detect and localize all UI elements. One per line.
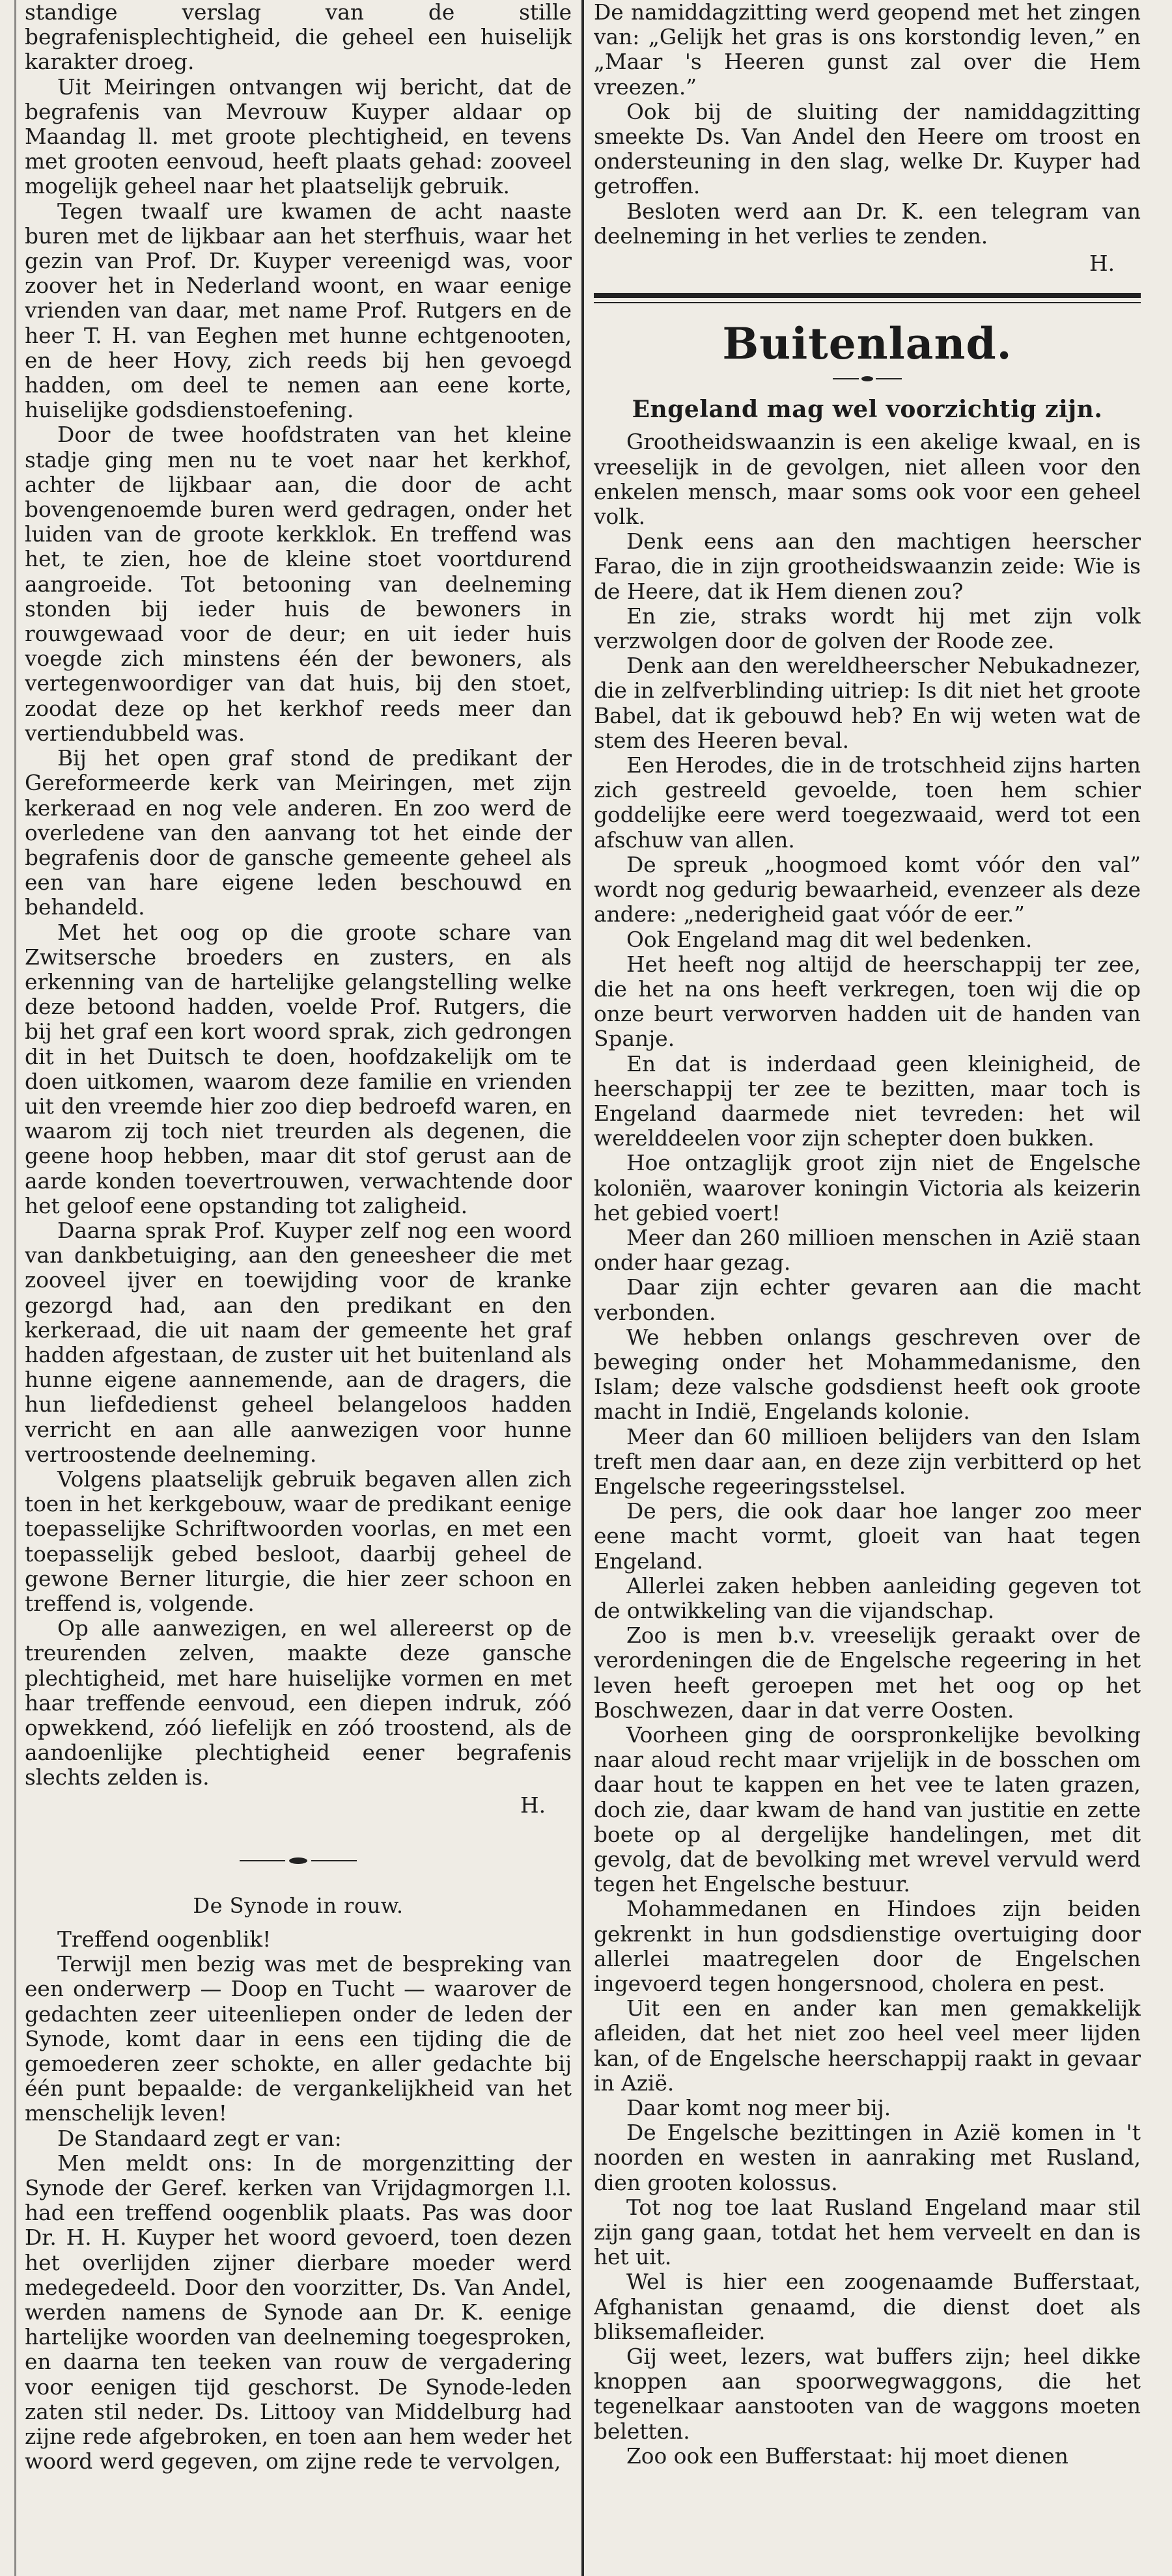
paragraph: De pers, die ook daar hoe langer zoo meer eene macht vormt, gloeit van haat tegen Engeland. <box>594 1499 1141 1574</box>
paragraph: Mohammedanen en Hindoes zijn beiden gekrenkt in hun godsdienstige overtuiging door allerlei maatregelen door de Engelschen ingevoerd tegen hongersnood, cholera en pest. <box>594 1897 1141 1997</box>
section-ornament <box>25 1854 572 1867</box>
signature: H. <box>520 1792 546 1818</box>
paragraph: Uit een en ander kan men gemakkelijk afleiden, dat het niet zoo heel veel meer lijden kan, of de Engelsche heerschappij raakt in gevaar in Azië. <box>594 1996 1141 2096</box>
left-edge-rule <box>14 0 16 2576</box>
article-synode-continued <box>594 0 1141 276</box>
paragraph: Wel is hier een zoogenaamde Bufferstaat, Afghanistan genaamd, die dienst doet als bliksemafleider. <box>594 2269 1141 2344</box>
paragraph: De spreuk „hoogmoed komt vóór den val” wordt nog gedurig bewaarheid, evenzeer als deze andere: „nederigheid gaat vóór de eer.” <box>594 852 1141 927</box>
paragraph: Grootheidswaanzin is een akelige kwaal, en is vreeselijk in de gevolgen, niet alleen voor den enkelen mensch, maar soms ook voor een geheel volk. <box>594 430 1141 530</box>
paragraph: Daarna sprak Prof. Kuyper zelf nog een woord van dankbetuiging, aan den geneesheer die met zooveel ijver en toewijding voor de kranke gezorgd had, aan den predikant en den kerkeraad, die uit naam der gemeente het graf hadden afgestaan, de zuster uit het buitenland als hunne eigene aannemende, aan de dragers, die hun liefdedienst geheel belangeloos hadden verricht en aan alle aanwezigen voor hunne vertroostende deelneming. <box>25 1218 572 1467</box>
paragraph: Met het oog op die groote schare van Zwitsersche broeders en zusters, en als erkenning van de hartelijke gelangstelling welke deze betoond hadden, voelde Prof. Rutgers, die bij het graf een kort woord sprak, zich gedrongen dit in het Duitsch te doen, hoofdzakelijk om te doen uitkomen, waarom deze familie en vrienden uit den vreemde hier zoo diep bedroefd waren, en waarom zij toch niet treurden als degenen, die geene hoop hebben, maar dit stof gerust aan de aarde konden toevertrouwen, verwachtende door het geloof eene opstanding tot zaligheid. <box>25 920 572 1218</box>
paragraph: Zoo is men b.v. vreeselijk geraakt over de verordeningen die de Engelsche regeering in het leven heeft geroepen met het oog op het Boschwezen, daar in dat verre Oosten. <box>594 1623 1141 1723</box>
right-column <box>594 0 1141 2576</box>
paragraph: Volgens plaatselijk gebruik begaven allen zich toen in het kerkgebouw, waar de predikant eenige toepasselijke Schriftwoorden voorlas, en met een toepasselijk gebed besloot, daarbij geheel de gewone Berner liturgie, die hier zeer schoon en treffend is, volgende. <box>25 1466 572 1616</box>
paragraph: Op alle aanwezigen, en wel allereerst op de treurenden zelven, maakte deze gansche plechtigheid, met hare huiselijke vormen en met haar treffende eenvoud, een diepen indruk, zóó opwekkend, zóó liefelijk en zóó troostend, als de aandoenlijke plechtigheid eener begrafenis slechts zelden is. <box>25 1616 572 1790</box>
article-engeland <box>594 397 1141 2469</box>
paragraph: Gij weet, lezers, wat buffers zijn; heel dikke knoppen aan spoorwegwaggons, die het tegenelkaar aanstooten van de waggons moeten beletten. <box>594 2344 1141 2444</box>
paragraph: De namiddagzitting werd geopend met het zingen van: „Gelijk het gras is ons korstondig leven,” en „Maar 's Heeren gunst zal over die Hem vreezen.” <box>594 0 1141 100</box>
article-funeral <box>25 0 572 1818</box>
paragraph: Allerlei zaken hebben aanleiding gegeven tot de ontwikkeling van die vijandschap. <box>594 1573 1141 1623</box>
column-divider <box>581 0 584 2576</box>
section-heading: Buitenland. <box>722 318 1012 370</box>
paragraph: Denk eens aan den machtigen heerscher Farao, die in zijn grootheidswaanzin zeide: Wie is de Heere, dat ik Hem dienen zou? <box>594 529 1141 604</box>
heading-ornament <box>594 376 1141 381</box>
paragraph: We hebben onlangs geschreven over de beweging onder het Mohammedanisme, den Islam; deze valsche godsdienst heeft ook groote macht in Indië, Engelands kolonie. <box>594 1324 1141 1425</box>
paragraph: En dat is inderdaad geen kleinigheid, de heerschappij ter zee te bezitten, maar toch is Engeland daarmede niet tevreden: het wil werelddeelen voor zijn schepter doen bukken. <box>594 1051 1141 1151</box>
paragraph: De Engelsche bezittingen in Azië komen in 't noorden en westen in aanraking met Rusland, dien grooten kolossus. <box>594 2120 1141 2195</box>
paragraph: Tot nog toe laat Rusland Engeland maar stil zijn gang gaan, totdat het hem verveelt en dan is het uit. <box>594 2195 1141 2270</box>
paragraph: Een Herodes, die in de trotschheid zijns harten zich gestreeld gevoelde, toen hem schier goddelijke eere werd toegezwaaid, werd tot een afschuw van allen. <box>594 753 1141 853</box>
paragraph: Hoe ontzaglijk groot zijn niet de Engelsche koloniën, waarover koningin Victoria als keizerin het gebied voert! <box>594 1151 1141 1226</box>
paragraph: Tegen twaalf ure kwamen de acht naaste buren met de lijkbaar aan het sterfhuis, waar het gezin van Prof. Dr. Kuyper vereenigd was, voor zoover het in Nederland woont, en waar eenige vrienden van daar, met name Prof. Rutgers en de heer T. H. van Eeghen met hunne echtgenooten, en de heer Hovy, zich reeds bij hen gevoegd hadden, om deel te nemen aan eene korte, huiselijke godsdienstoefening. <box>25 199 572 423</box>
paragraph: Ook bij de sluiting der namiddagzitting smeekte Ds. Van Andel den Heere om troost en ondersteuning in den slag, welke Dr. Kuyper had getroffen. <box>594 99 1141 199</box>
paragraph: Daar komt nog meer bij. <box>626 2096 891 2121</box>
paragraph: Bij het open graf stond de predikant der Gereformeerde kerk van Meiringen, met zijn kerkeraad en nog vele anderen. En zoo werd de overledene van den aanvang tot het einde der begrafenis door de gansche gemeente geheel als een van hare eigene leden beschouwd en behandeld. <box>25 746 572 920</box>
article-synode <box>25 1893 572 2474</box>
paragraph: Ook Engeland mag dit wel bedenken. <box>626 927 1033 952</box>
paragraph: Besloten werd aan Dr. K. een telegram van deelneming in het verlies te zenden. <box>594 199 1141 249</box>
paragraph: Daar zijn echter gevaren aan die macht verbonden. <box>594 1275 1141 1325</box>
heavy-divider-rule <box>594 293 1141 298</box>
thin-divider-rule <box>594 302 1141 303</box>
paragraph: Uit Meiringen ontvangen wij bericht, dat de begrafenis van Mevrouw Kuyper aldaar op Maandag ll. met groote plechtigheid, en tevens met grooten eenvoud, heeft plaats gehad: zooveel mogelijk geheel naar het plaatselijk gebruik. <box>25 74 572 199</box>
paragraph: Men meldt ons: In de morgenzitting der Synode der Geref. kerken van Vrijdagmorgen l.l. had een treffend oogenblik plaats. Pas was door Dr. H. H. Kuyper het woord gevoerd, toen dezen het overlijden zijner dierbare moeder werd medegedeeld. Door den voorzitter, Ds. Van Andel, werden namens de Synode aan Dr. K. eenige hartelijke woorden van deelneming toegesproken, en daarna ten teeken van rouw de vergadering voor eenigen tijd geschorst. De Synode-leden zaten stil neder. Ds. Littooy van Middelburg had zijne rede afgebroken, en toen aan hem weder het woord werd gegeven, om zijne rede te vervolgen, <box>25 2150 572 2474</box>
paragraph: Voorheen ging de oorspronkelijke bevolking naar aloud recht maar vrijelijk in de bosschen om daar hout te kappen en het vee te laten grazen, doch zie, daar kwam de hand van justitie en zette boete op al dergelijke handelingen, met dit gevolg, dat de bevolking met wrevel vervuld werd tegen het Engelsche bestuur. <box>594 1723 1141 1897</box>
signature: H. <box>1089 251 1115 277</box>
left-column <box>25 0 572 2576</box>
paragraph: Meer dan 60 millioen belijders van den Islam treft men daar aan, en deze zijn verbitterd op het Engelsche regeeringsstelsel. <box>594 1424 1141 1499</box>
paragraph: Denk aan den wereldheerscher Nebukadnezer, die in zelfverblinding uitriep: Is dit niet het groote Babel, dat ik gebouwd heb? En wij weten wat de stem des Heeren beval. <box>594 653 1141 753</box>
paragraph: De Standaard zegt er van: <box>57 2126 342 2151</box>
paragraph: Het heeft nog altijd de heerschappij ter zee, die het na ons heeft verkregen, toen wij die op onze beurt verworven hadden uit de handen van Spanje. <box>594 952 1141 1052</box>
article-title: De Synode in rouw. <box>193 1893 404 1918</box>
paragraph: Treffend oogenblik! <box>57 1927 272 1953</box>
paragraph: Meer dan 260 millioen menschen in Azië staan onder haar gezag. <box>594 1225 1141 1276</box>
paragraph: Terwijl men bezig was met de bespreking van een onderwerp — Doop en Tucht — waarover de gedachten zeer uiteenliepen onder de leden der Synode, komt daar in eens een tijding die de gemoederen zeer schokte, en aller gedachte bij één punt bepaalde: de vergankelijkheid van het menschelijk leven! <box>25 1952 572 2126</box>
paragraph: Door de twee hoofdstraten van het kleine stadje ging men nu te voet naar het kerkhof, achter de lijkbaar aan, die door de acht bovengenoemde buren werd gedragen, onder het luiden van de groote kerkklok. En treffend was het, te zien, hoe de kleine stoet voortdurend aangroeide. Tot betooning van deelneming stonden bij ieder huis de bewoners in rouwgewaad voor de deur; en uit ieder huis voegde zich minstens één der bewoners, als vertegenwoordiger van dat huis, bij den stoet, zoodat deze op het kerkhof reeds meer dan vertiendubbeld was. <box>25 422 572 746</box>
paragraph: En zie, straks wordt hij met zijn volk verzwolgen door de golven der Roode zee. <box>594 603 1141 654</box>
paragraph: Zoo ook een Bufferstaat: hij moet dienen <box>626 2443 1068 2469</box>
article-title: Engeland mag wel voorzichtig zijn. <box>632 396 1103 424</box>
paragraph: standige verslag van de stille begrafenisplechtigheid, die geheel een huiselijk karakter droeg. <box>25 0 572 75</box>
